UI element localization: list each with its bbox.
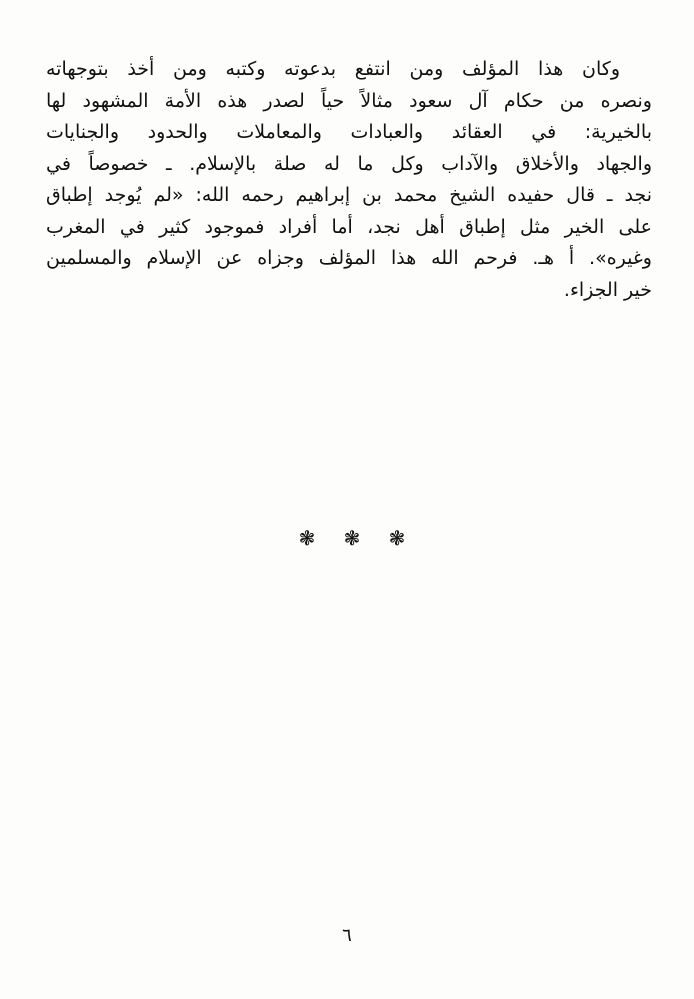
paragraph-line-7: وغيره». أ هـ. فرحم الله هذا المؤلف وجزاه عن الإسلام والمسلمين <box>46 247 652 269</box>
asterisk-ornament-icon: ❃ <box>298 526 316 550</box>
asterisk-ornament-icon: ❃ <box>343 526 361 550</box>
paragraph-line-3: بالخيرية: في العقائد والعبادات والمعاملات والحدود والجنايات <box>46 121 652 143</box>
section-divider <box>297 526 407 550</box>
paragraph-line-5: نجد ـ قال حفيده الشيخ محمد بن إبراهيم رحمه الله: «لم يُوجد إطباق <box>46 184 652 206</box>
paragraph-line-2: ونصره من حكام آل سعود مثالاً حياً لصدر هذه الأمة المشهود لها <box>46 89 652 112</box>
asterisk-ornament-icon: ❃ <box>388 526 406 550</box>
body-paragraph <box>46 54 652 306</box>
paragraph-line-4: والجهاد والأخلاق والآداب وكل ما له صلة بالإسلام. ـ خصوصاً في <box>46 152 652 175</box>
paragraph-line-6: على الخير مثل إطباق أهل نجد، أما أفراد فموجود كثير في المغرب <box>46 215 652 238</box>
paragraph-line-1: وكان هذا المؤلف ومن انتفع بدعوته وكتبه ومن أخذ بتوجهاته <box>46 58 620 80</box>
paragraph-line-8: خير الجزاء. <box>563 278 652 301</box>
page-number: ٦ <box>342 925 352 946</box>
